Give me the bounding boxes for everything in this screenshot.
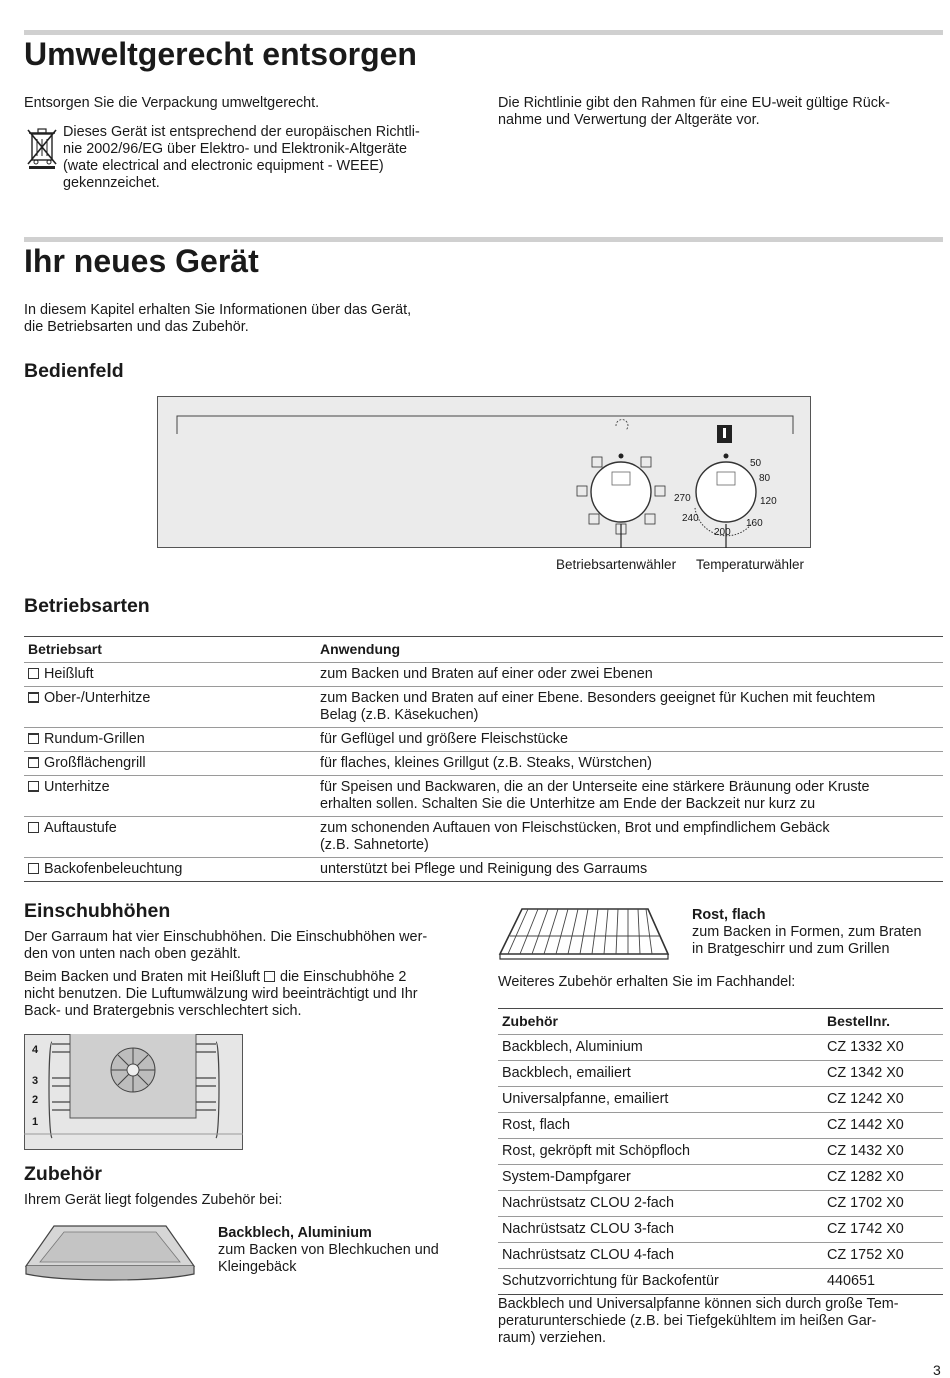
mode-use: Belag (z.B. Käsekuchen) [320,707,479,723]
mode-use: erhalten sollen. Schalten Sie die Unterhitze am Ende der Backzeit nur kurz zu [320,796,816,812]
mode-name: Rundum-Grillen [44,731,145,747]
mode-use: für flaches, kleines Grillgut (z.B. Steaks, Würstchen) [320,755,652,771]
table-row [24,817,943,858]
mode-use: zum Backen und Braten auf einer oder zwei Ebenen [320,666,653,682]
heading-modes: Betriebsarten [24,595,150,617]
table-row: Backblech, emailiert CZ 1342 X0 [498,1061,943,1087]
mode-use: unterstützt bei Pflege und Reinigung des Garraums [320,861,648,877]
column-header-order-number: Bestellnr. [823,1009,943,1035]
mode-name: Heißluft [44,666,94,682]
table-row: System-Dampfgarer CZ 1282 X0 [498,1165,943,1191]
mode-name: Auftaustufe [44,820,117,836]
more-accessories-text: Weiteres Zubehör erhalten Sie im Fachhandel: [498,974,796,990]
label-mode-selector: Betriebsartenwähler [556,557,677,572]
section-rule-disposal [24,30,943,35]
table-row: Nachrüstsatz CLOU 3-fach CZ 1742 X0 [498,1217,943,1243]
oven-light-icon [28,863,39,874]
table-header-row [498,1009,943,1035]
heading-levels: Einschubhöhen [24,900,171,922]
oven-levels-illustration [24,1034,243,1150]
heading-control-panel: Bedienfeld [24,360,124,382]
table-row [24,752,943,776]
label-temp-selector: Temperaturwähler [696,557,805,572]
level-number: 1 [32,1116,39,1128]
temp-mark-270: 270 [674,493,691,504]
table-row [24,776,943,817]
rotisserie-grill-icon [28,733,39,744]
column-header-use: Anwendung [316,637,943,663]
fan-icon [28,668,39,679]
page-number: 3 [933,1362,941,1378]
temp-mark-50: 50 [750,458,762,469]
control-panel-illustration [157,396,811,548]
levels-paragraph-1: Der Garraum hat vier Einschubhöhen. Die Einschubhöhen wer- den von unten nach oben gezählt. [24,929,428,962]
temp-mark-80: 80 [759,473,771,484]
defrost-icon [28,822,39,833]
rack-description: Rost, flach zum Backen in Formen, zum Braten in Bratgeschirr und zum Grillen [692,907,922,957]
weee-bin-icon [25,126,59,170]
mode-use: zum Backen und Braten auf einer Ebene. Besonders geeignet für Kuchen mit feuchtem [320,690,876,706]
mode-use: zum schonenden Auftauen von Fleischstücken, Brot und empfindlichem Gebäck [320,820,830,836]
mode-name: Ober-/Unterhitze [44,690,151,706]
table-row [24,663,943,687]
weee-text: Dieses Gerät ist entsprechend der europäischen Richtli- nie 2002/96/EG über Elektro- und Elektronik-Altgeräte (wate electrical and electronic equipment - WEEE) gekennzeichet. [63,124,420,191]
mode-name: Backofenbeleuchtung [44,861,183,877]
disposal-intro: Entsorgen Sie die Verpackung umweltgerecht. [24,95,320,111]
top-bottom-heat-icon [28,692,39,703]
level-number: 4 [32,1044,39,1056]
accessories-table [498,1008,943,1295]
table-row: Nachrüstsatz CLOU 2-fach CZ 1702 X0 [498,1191,943,1217]
modes-table [24,636,943,882]
temp-mark-120: 120 [760,496,777,507]
table-row: Nachrüstsatz CLOU 4-fach CZ 1752 X0 [498,1243,943,1269]
table-row: Rost, flach CZ 1442 X0 [498,1113,943,1139]
temp-mark-200: 200 [714,527,731,538]
section-rule-appliance [24,237,943,242]
mode-use: für Geflügel und größere Fleischstücke [320,731,568,747]
heading-appliance: Ihr neues Gerät [24,243,259,279]
table-header-row [24,637,943,663]
level-number: 2 [32,1094,39,1106]
bottom-heat-icon [28,781,39,792]
level-number: 3 [32,1075,39,1087]
mode-name: Unterhitze [44,779,110,795]
fan-icon [264,971,275,982]
column-header-accessory: Zubehör [498,1009,823,1035]
heading-disposal: Umweltgerecht entsorgen [24,36,417,72]
directive-text: Die Richtlinie gibt den Rahmen für eine EU-weit gültige Rück- nahme und Verwertung der Altgeräte vor. [498,95,890,128]
baking-tray-illustration [24,1222,196,1286]
table-row: Backblech, Aluminium CZ 1332 X0 [498,1035,943,1061]
table-row [24,728,943,752]
accessories-note: Backblech und Universalpfanne können sich durch große Tem- peraturunterschiede (z.B. bei Tiefgekühltem im heißen Gar- raum) verziehen. [498,1296,899,1346]
table-row: Schutzvorrichtung für Backofentür 440651 [498,1269,943,1295]
wire-rack-illustration [498,906,670,962]
table-row [24,687,943,728]
heading-accessories: Zubehör [24,1163,102,1185]
mode-name: Großflächengrill [44,755,146,771]
table-row: Rost, gekröpft mit Schöpfloch CZ 1432 X0 [498,1139,943,1165]
mode-use: für Speisen und Backwaren, die an der Unterseite eine stärkere Bräunung oder Kruste [320,779,870,795]
column-header-mode: Betriebsart [24,637,316,663]
levels-paragraph-2: Beim Backen und Braten mit Heißluft die Einschubhöhe 2 nicht benutzen. Die Luftumwälzung wird beeinträchtigt und Ihr Back- und Bratergebnis verschlechtert sich. [24,969,418,1019]
accessories-intro: Ihrem Gerät liegt folgendes Zubehör bei: [24,1192,283,1208]
temp-mark-240: 240 [682,513,699,524]
mode-use: (z.B. Sahnetorte) [320,837,429,853]
table-row: Universalpfanne, emailiert CZ 1242 X0 [498,1087,943,1113]
temp-mark-160: 160 [746,518,763,529]
tray-description: Backblech, Aluminium zum Backen von Blechkuchen und Kleingebäck [218,1225,439,1275]
table-row [24,858,943,882]
full-grill-icon [28,757,39,768]
appliance-intro: In diesem Kapitel erhalten Sie Informationen über das Gerät, die Betriebsarten und das Zubehör. [24,302,412,335]
